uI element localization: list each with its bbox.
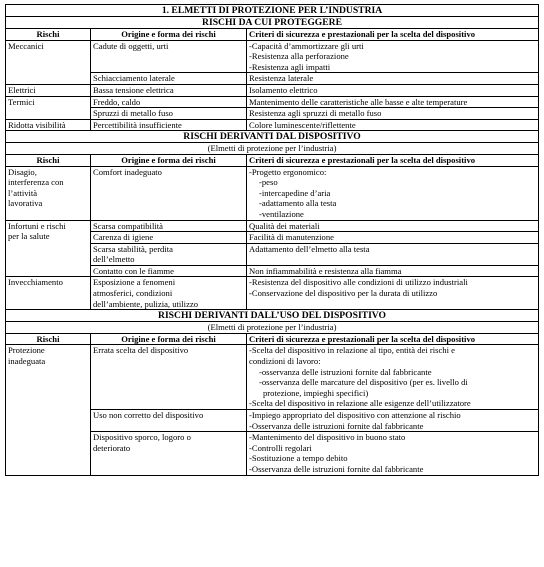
table-row xyxy=(6,166,539,220)
origin-line: Dispositivo sporco, logoro o xyxy=(93,432,191,443)
criteria-line: -Impiego appropriato del dispositivo con attenzione al rischio xyxy=(249,410,461,420)
criteria-line: -Resistenza agli impatti xyxy=(249,61,331,72)
risk-cell: Meccanici xyxy=(6,40,91,84)
section1-header-criteria: Criteri di sicurezza e prestazionali per la scelta del dispositivo xyxy=(247,29,539,41)
origin-line: deteriorato xyxy=(93,442,131,453)
section2-header-risks: Rischi xyxy=(6,154,91,166)
criteria-line: -intercapedine d’aria xyxy=(259,187,331,198)
criteria-line: -Resistenza del dispositivo alle condizioni di utilizzo industriali xyxy=(249,277,468,288)
table-row xyxy=(6,220,539,232)
section1-header-risks: Rischi xyxy=(6,29,91,41)
origin-cell xyxy=(91,243,247,265)
section1-header-origin: Origine e forma dei rischi xyxy=(91,29,247,41)
criteria-cell: Resistenza laterale xyxy=(247,73,539,85)
table-row xyxy=(6,96,539,108)
criteria-cell: Isolamento elettrico xyxy=(247,84,539,96)
origin-line: dell’ambiente, pulizia, utilizzo xyxy=(93,298,198,309)
section2-title: RISCHI DERIVANTI DAL DISPOSITIVO xyxy=(6,131,539,143)
criteria-line: condizioni di lavoro: xyxy=(249,356,321,367)
criteria-line: -Resistenza alla perforazione xyxy=(249,51,349,62)
origin-cell: Cadute di oggetti, urti xyxy=(91,40,247,73)
origin-cell: Freddo, caldo xyxy=(91,96,247,108)
origin-line: Esposizione a fenomeni xyxy=(93,277,176,288)
criteria-cell: Qualità dei materiali xyxy=(247,220,539,232)
criteria-line: -Conservazione del dispositivo per la durata di utilizzo xyxy=(249,288,438,299)
criteria-line: -Osservanza delle istruzioni fornite dal fabbricante xyxy=(249,463,424,474)
section3-header-origin: Origine e forma dei rischi xyxy=(91,333,247,345)
table-row xyxy=(6,84,539,96)
criteria-cell: Resistenza agli spruzzi di metallo fuso xyxy=(247,108,539,120)
criteria-line: -adattamento alla testa xyxy=(259,198,337,209)
criteria-line: -Mantenimento del dispositivo in buono stato xyxy=(249,432,406,443)
criteria-cell xyxy=(247,166,539,220)
section3-header-risks: Rischi xyxy=(6,333,91,345)
table-row xyxy=(6,277,539,310)
risk-cell: Termici xyxy=(6,96,91,119)
risk-cell xyxy=(6,345,91,475)
origin-cell: Scarsa compatibilità xyxy=(91,220,247,232)
criteria-line: -Scelta del dispositivo in relazione alle esigenze dell’utilizzatore xyxy=(249,398,471,409)
document xyxy=(5,4,538,476)
criteria-line: -ventilazione xyxy=(259,208,304,219)
criteria-cell xyxy=(247,277,539,310)
table-row xyxy=(6,119,539,131)
section2-header-origin: Origine e forma dei rischi xyxy=(91,154,247,166)
risk-cell: Ridotta visibilità xyxy=(6,119,91,131)
document-title: 1. ELMETTI DI PROTEZIONE PER L’INDUSTRIA xyxy=(6,5,539,17)
criteria-line: -peso xyxy=(259,177,278,188)
origin-cell: Percettibilità insufficiente xyxy=(91,119,247,131)
risk-line: Protezione xyxy=(8,345,45,356)
risk-line: inadeguata xyxy=(8,356,46,367)
risk-line: Infortuni e rischi xyxy=(8,220,66,231)
risk-line: l’attività xyxy=(8,187,38,198)
risk-line: interferenza con xyxy=(8,177,64,188)
section1-title: RISCHI DA CUI PROTEGGERE xyxy=(6,17,539,29)
table-row xyxy=(6,345,539,410)
criteria-cell: Facilità di manutenzione xyxy=(247,232,539,244)
risk-line: per la salute xyxy=(8,231,50,242)
origin-cell: Errata scelta del dispositivo xyxy=(91,345,247,410)
origin-line: Scarsa stabilità, perdita xyxy=(93,243,173,254)
criteria-cell: Colore luminescente/riflettente xyxy=(247,119,539,131)
origin-cell xyxy=(91,277,247,310)
risk-cell: Invecchiamento xyxy=(6,277,91,310)
section3-header-criteria: Criteri di sicurezza e prestazionali per la scelta del dispositivo xyxy=(247,333,539,345)
criteria-line: -Osservanza delle istruzioni fornite dal fabbricante xyxy=(249,420,424,431)
origin-cell: Contatto con le fiamme xyxy=(91,265,247,277)
origin-cell: Comfort inadeguato xyxy=(91,166,247,220)
criteria-cell xyxy=(247,40,539,73)
section2-header-criteria: Criteri di sicurezza e prestazionali per la scelta del dispositivo xyxy=(247,154,539,166)
criteria-line: -osservanza delle istruzioni fornite dal fabbricante xyxy=(259,366,432,377)
origin-cell xyxy=(91,432,247,475)
risk-line: lavorativa xyxy=(8,198,43,209)
origin-line: dell’elmetto xyxy=(93,254,135,265)
criteria-cell: Adattamento dell’elmetto alla testa xyxy=(247,243,539,265)
criteria-line: -Progetto ergonomico: xyxy=(249,166,327,177)
criteria-line: -Controlli regolari xyxy=(249,442,312,453)
risk-line: Disagio, xyxy=(8,166,37,177)
criteria-line: -osservanza delle marcature del dispositivo (per es. livello di xyxy=(259,377,468,388)
section3-title: RISCHI DERIVANTI DALL’USO DEL DISPOSITIVO xyxy=(6,310,539,322)
section2-subtitle: (Elmetti di protezione per l’industria) xyxy=(6,143,539,155)
criteria-cell: Mantenimento delle caratteristiche alle basse e alte temperature xyxy=(247,96,539,108)
criteria-line: -Capacità d’ammortizzare gli urti xyxy=(249,40,364,51)
criteria-line: -Sostituzione a tempo debito xyxy=(249,453,348,464)
table-row xyxy=(6,40,539,73)
criteria-cell: Non infiammabilità e resistenza alla fiamma xyxy=(247,265,539,277)
criteria-line: -Scelta del dispositivo in relazione al tipo, entità dei rischi e xyxy=(249,345,455,356)
risk-cell xyxy=(6,166,91,220)
criteria-cell xyxy=(247,410,539,432)
origin-cell: Carenza di igiene xyxy=(91,232,247,244)
origin-cell: Spruzzi di metallo fuso xyxy=(91,108,247,120)
criteria-line: protezione, impieghi specifici) xyxy=(263,387,369,398)
section3-subtitle: (Elmetti di protezione per l’industria) xyxy=(6,322,539,334)
criteria-cell xyxy=(247,432,539,475)
origin-cell: Uso non corretto del dispositivo xyxy=(91,410,247,432)
origin-line: atmosferici, condizioni xyxy=(93,288,173,299)
origin-cell: Schiacciamento laterale xyxy=(91,73,247,85)
risk-cell xyxy=(6,220,91,277)
criteria-cell xyxy=(247,345,539,410)
origin-cell: Bassa tensione elettrica xyxy=(91,84,247,96)
ppe-table xyxy=(5,4,539,476)
risk-cell: Elettrici xyxy=(6,84,91,96)
